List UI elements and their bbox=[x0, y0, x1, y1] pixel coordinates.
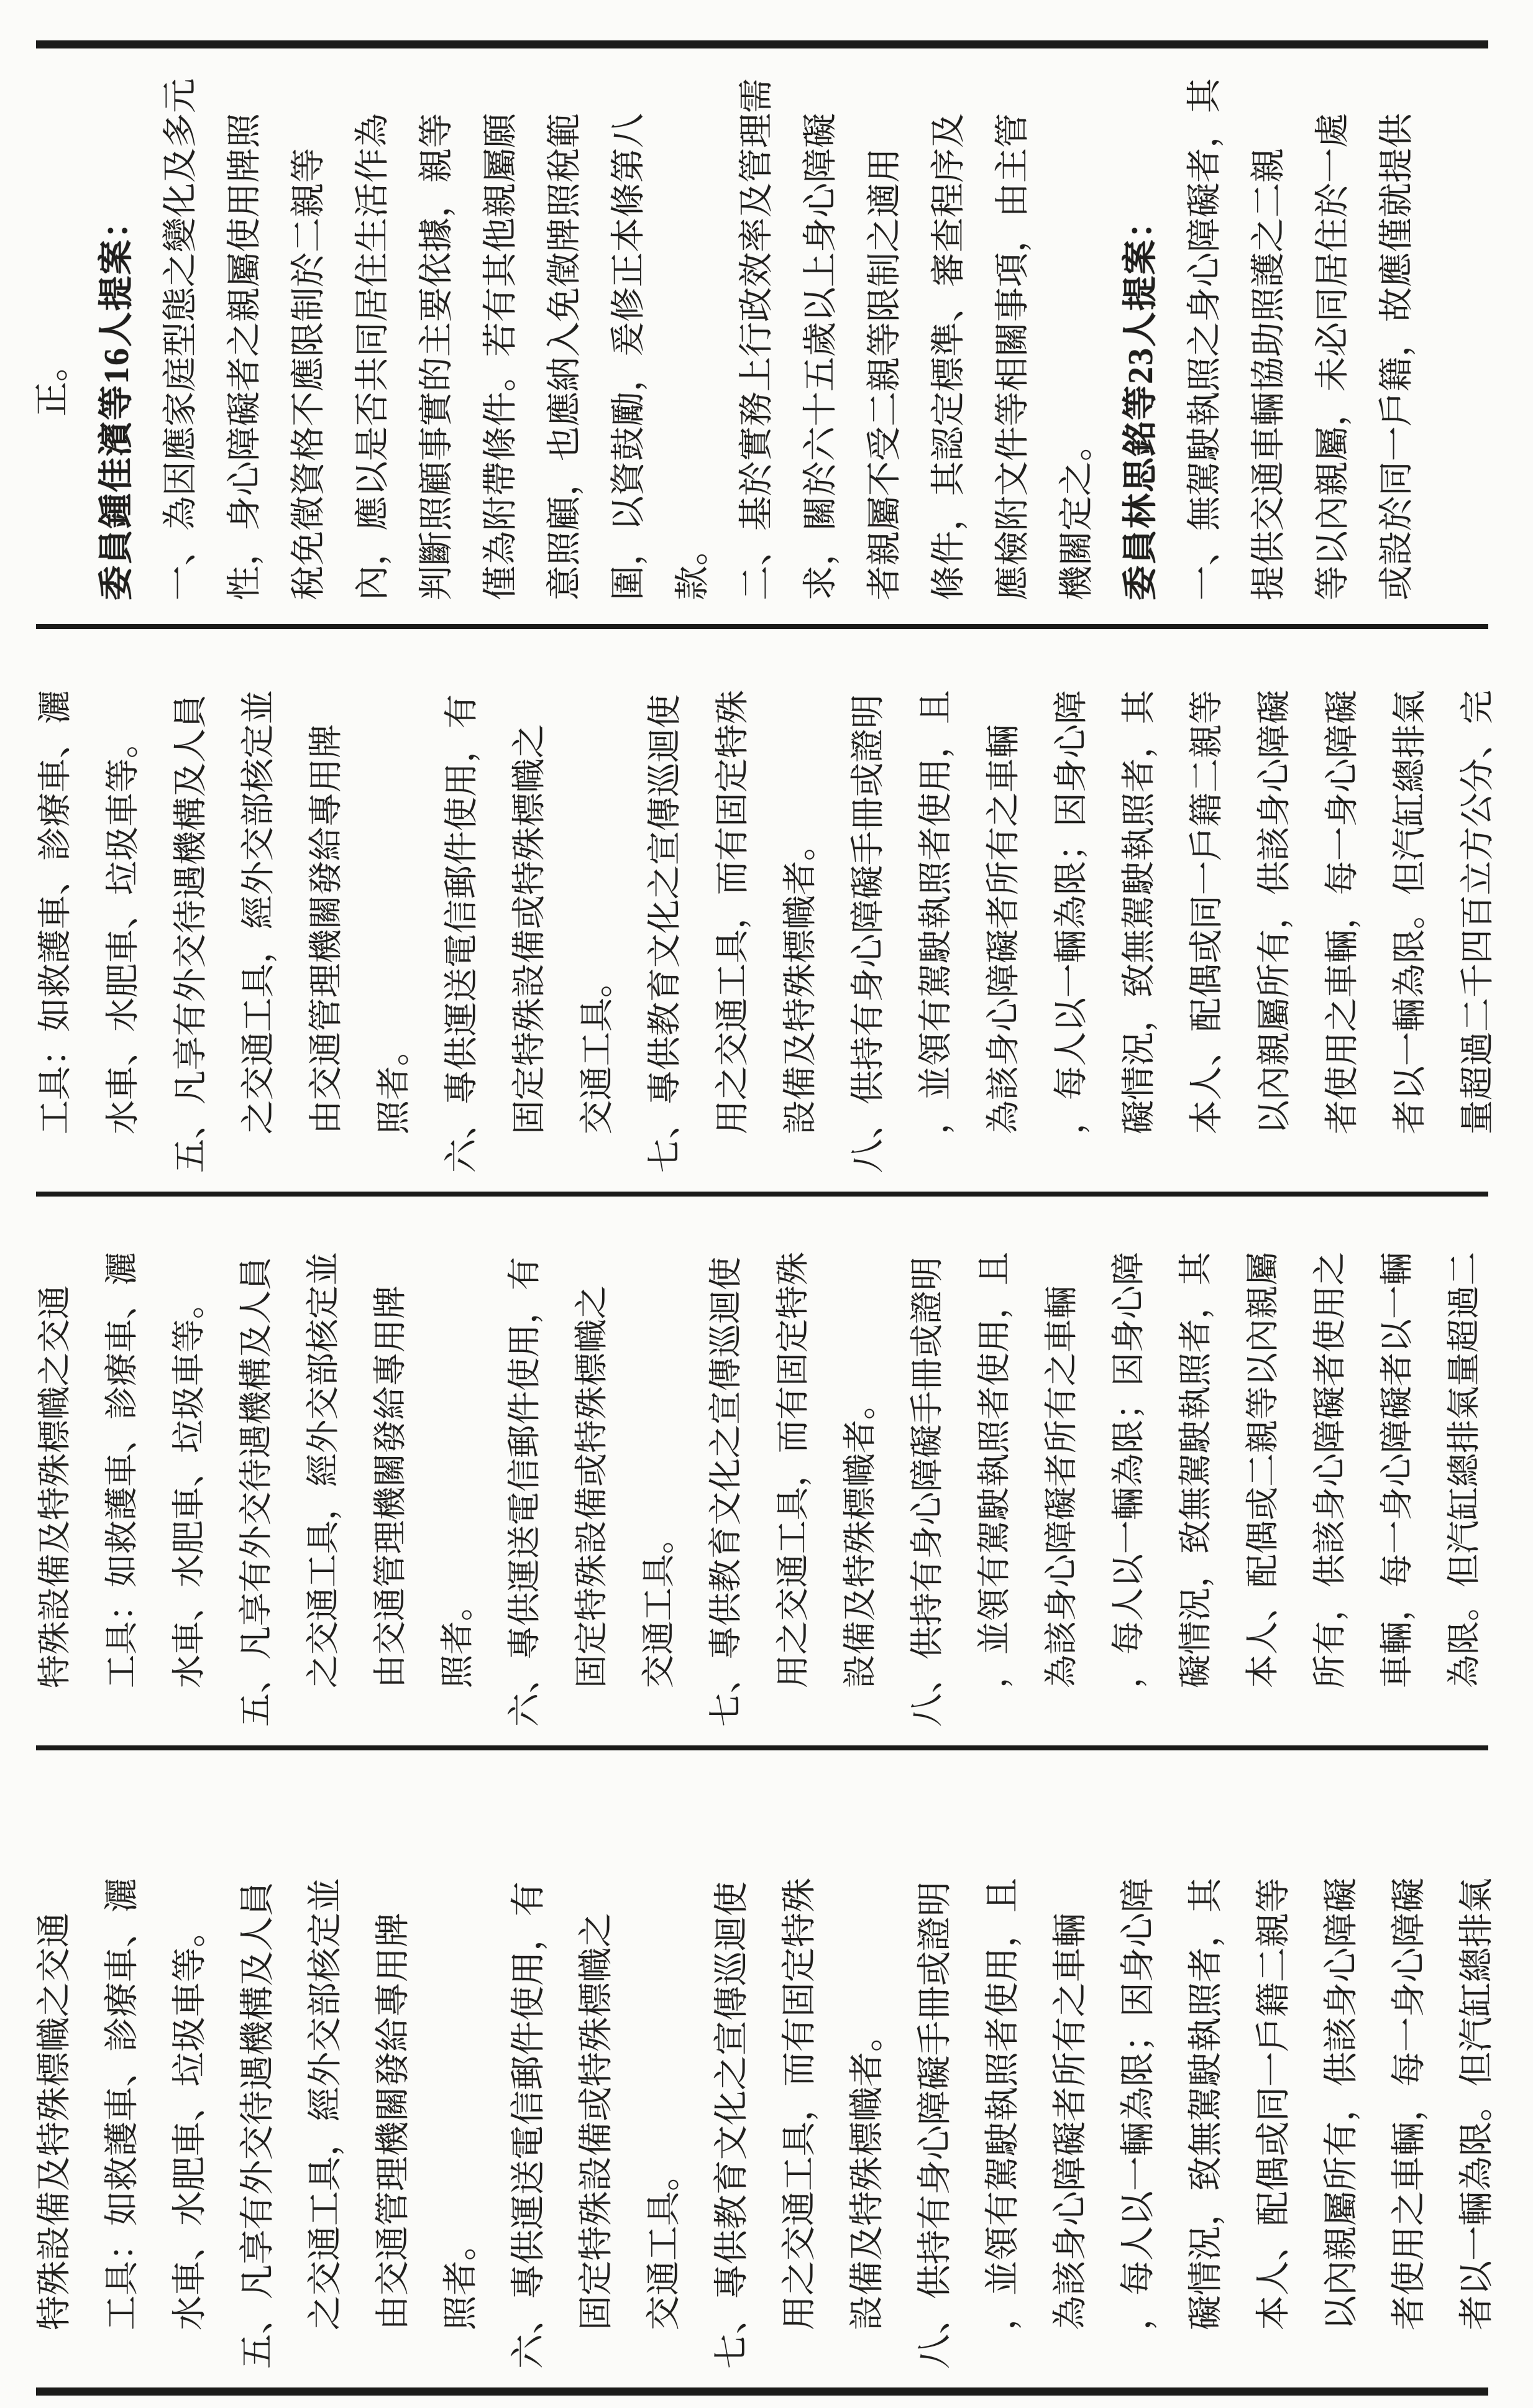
text-row: 特殊設備及特殊標幟之交通 bbox=[36, 1285, 73, 1688]
text-row: 固定特殊設備或特殊標幟之 bbox=[577, 1913, 616, 2330]
text-row: 之交通工具，經外交部核定並 bbox=[306, 1878, 345, 2330]
text-row: 以內親屬所有，供該身心障礙 bbox=[1255, 689, 1293, 1134]
text-row: 用之交通工具，而有固定特殊 bbox=[774, 1252, 812, 1688]
text-row: 內，應以是否共同居住生活作為 bbox=[354, 113, 392, 600]
text-row: 六、專供運送電信郵件使用，有 bbox=[506, 1257, 543, 1727]
text-row: 為該身心障礙者所有之車輛 bbox=[984, 724, 1022, 1134]
text-band-third bbox=[0, 1197, 1533, 1745]
column-divider-line bbox=[36, 1745, 1488, 1750]
text-row: 五、凡享有外交待遇機構及人員 bbox=[237, 1257, 275, 1727]
text-row: 七、專供教育文化之宣傳巡迴使 bbox=[707, 1257, 744, 1727]
text-row: 八、供持有身心障礙手冊或證明 bbox=[849, 694, 887, 1173]
text-row: 水車、水肥車、垃圾車等。 bbox=[171, 1913, 209, 2330]
text-row: 或設於同一戶籍，故應僅就提供 bbox=[1378, 113, 1416, 600]
text-row: 六、專供運送電信郵件使用，有 bbox=[442, 694, 480, 1173]
text-row: 用之交通工具，而有固定特殊 bbox=[780, 1878, 819, 2330]
text-row: 五、凡享有外交待遇機構及人員 bbox=[172, 694, 209, 1173]
text-band-top bbox=[0, 48, 1533, 624]
text-row: 意照顧，也應納入免徵牌照稅範 bbox=[546, 113, 584, 600]
text-row: 由交通管理機關發給專用牌 bbox=[374, 1913, 413, 2330]
text-row: 性，身心障礙者之親屬使用牌照 bbox=[226, 113, 264, 600]
text-row: 稅免徵資格不應限制於二親等 bbox=[290, 148, 328, 600]
text-row: 七、專供教育文化之宣傳巡迴使 bbox=[713, 1882, 751, 2369]
text-row: 者使用之車輛，每一身心障礙 bbox=[1390, 1878, 1429, 2330]
text-row: 之交通工具，經外交部核定並 bbox=[239, 689, 277, 1134]
text-row: 者親屬不受二親等限制之適用 bbox=[866, 148, 904, 600]
text-row: 所有，供該身心障礙者使用之 bbox=[1311, 1252, 1348, 1688]
text-band-second bbox=[0, 629, 1533, 1192]
text-row: 照者。 bbox=[442, 2226, 480, 2330]
column-divider-line bbox=[36, 624, 1488, 629]
text-row: ，每人以一輛為限；因身心障 bbox=[1052, 689, 1090, 1134]
text-row: 照者。 bbox=[439, 1588, 476, 1688]
text-row: 固定特殊設備或特殊標幟之 bbox=[573, 1285, 610, 1688]
text-row: 八、供持有身心障礙手冊或證明 bbox=[916, 1882, 954, 2369]
text-row: 工具：如救護車、診療車、灑 bbox=[103, 1252, 140, 1688]
text-row: 車輛，每一身心障礙者以一輛 bbox=[1378, 1252, 1416, 1688]
text-row: 交通工具。 bbox=[640, 1520, 677, 1688]
text-row: 等以內親屬，未必同居住於一處 bbox=[1314, 113, 1352, 600]
text-row: 者以一輛為限。但汽缸總排氣 bbox=[1391, 689, 1429, 1134]
text-row: 為該身心障礙者所有之車輛 bbox=[1043, 1285, 1080, 1688]
text-row: ，並領有駕駛執照者使用，且 bbox=[984, 1878, 1022, 2330]
text-row: 條件，其認定標準、審查程序及 bbox=[930, 113, 968, 600]
text-row: 交通工具。 bbox=[645, 2156, 684, 2330]
text-row: 求，關於六十五歲以上身心障礙 bbox=[802, 113, 840, 600]
text-row: 由交通管理機關發給專用牌 bbox=[372, 1285, 409, 1688]
text-row: 用之交通工具，而有固定特殊 bbox=[713, 689, 751, 1134]
text-row: 委員林思銘等23人提案： bbox=[1122, 203, 1160, 600]
text-row: 設備及特殊標幟者。 bbox=[841, 1386, 879, 1688]
text-row: 量超過二千四百立方公分、完 bbox=[1458, 689, 1496, 1134]
text-row: 五、凡享有外交待遇機構及人員 bbox=[239, 1882, 277, 2369]
text-row: ，每人以一輛為限；因身心障 bbox=[1119, 1878, 1158, 2330]
table-border-line-bottom-edge bbox=[36, 2387, 1488, 2396]
text-row: 由交通管理機關發給專用牌 bbox=[307, 724, 345, 1134]
text-row: ，每人以一輛為限；因身心障 bbox=[1110, 1252, 1147, 1688]
text-band-bottom bbox=[0, 1750, 1533, 2387]
text-row: 本人、配偶或二親等以內親屬 bbox=[1244, 1252, 1281, 1688]
text-row: 礙情況，致無駕駛執照者，其 bbox=[1120, 689, 1158, 1134]
text-row: 本人、配偶或同一戶籍二親等 bbox=[1188, 689, 1225, 1134]
text-row: 款。 bbox=[674, 531, 712, 600]
text-row: 以內親屬所有，供該身心障礙 bbox=[1322, 1878, 1361, 2330]
text-row: 之交通工具，經外交部核定並 bbox=[304, 1252, 342, 1688]
text-row: 設備及特殊標幟者。 bbox=[781, 826, 819, 1134]
text-row: 設備及特殊標幟者。 bbox=[848, 2017, 887, 2330]
text-row: 礙情況，致無駕駛執照者，其 bbox=[1187, 1878, 1225, 2330]
text-row: 圍，以資鼓勵，爰修正本條第八 bbox=[610, 113, 648, 600]
text-row: 固定特殊設備或特殊標幟之 bbox=[510, 724, 548, 1134]
text-row: 提供交通車輛協助照護之二親 bbox=[1250, 148, 1288, 600]
text-row: 工具：如救護車、診療車、灑 bbox=[103, 1878, 142, 2330]
page-margin-left bbox=[0, 2396, 1533, 2408]
text-row: 應檢附文件等相關事項，由主管 bbox=[994, 113, 1032, 600]
text-row: 為該身心障礙者所有之車輛 bbox=[1051, 1913, 1090, 2330]
column-divider-line bbox=[36, 1192, 1488, 1197]
text-row: 照者。 bbox=[375, 1031, 413, 1134]
text-row: ，並領有駕駛執照者使用，且 bbox=[976, 1252, 1013, 1688]
table-border-line-top-edge bbox=[36, 40, 1488, 48]
text-row: ，並領有駕駛執照者使用，且 bbox=[917, 689, 954, 1134]
text-row: 機關定之。 bbox=[1058, 426, 1096, 600]
text-row: 二、基於實務上行政效率及管理需 bbox=[738, 78, 776, 600]
text-row: 一、無駕駛執照之身心障礙者，其 bbox=[1186, 78, 1224, 600]
text-row: 一、為因應家庭型態之變化及多元 bbox=[162, 78, 200, 600]
text-row: 水車、水肥車、垃圾車等。 bbox=[170, 1285, 208, 1688]
text-row: 委員鍾佳濱等16人提案： bbox=[98, 203, 136, 600]
text-row: 工具：如救護車、診療車、灑 bbox=[36, 689, 74, 1134]
text-row: 為限。但汽缸總排氣量超過二 bbox=[1445, 1252, 1483, 1688]
text-row: 礙情況，致無駕駛執照者，其 bbox=[1177, 1252, 1214, 1688]
text-row: 本人、配偶或同一戶籍二親等 bbox=[1255, 1878, 1293, 2330]
text-row: 六、專供運送電信郵件使用，有 bbox=[510, 1882, 548, 2369]
text-row: 者以一輛為限。但汽缸總排氣 bbox=[1458, 1878, 1496, 2330]
text-row: 判斷照顧事實的主要依據，親等 bbox=[418, 113, 456, 600]
text-row: 八、供持有身心障礙手冊或證明 bbox=[908, 1257, 946, 1727]
text-row: 正。 bbox=[34, 347, 72, 416]
text-row: 僅為附帶條件。若有其他親屬願 bbox=[482, 113, 520, 600]
text-row: 交通工具。 bbox=[578, 963, 616, 1134]
text-row: 水車、水肥車、垃圾車等。 bbox=[104, 724, 142, 1134]
page-margin-right bbox=[0, 0, 1533, 40]
text-row: 特殊設備及特殊標幟之交通 bbox=[35, 1913, 74, 2330]
text-row: 七、專供教育文化之宣傳巡迴使 bbox=[646, 694, 684, 1173]
text-row: 者使用之車輛，每一身心障礙 bbox=[1323, 689, 1361, 1134]
